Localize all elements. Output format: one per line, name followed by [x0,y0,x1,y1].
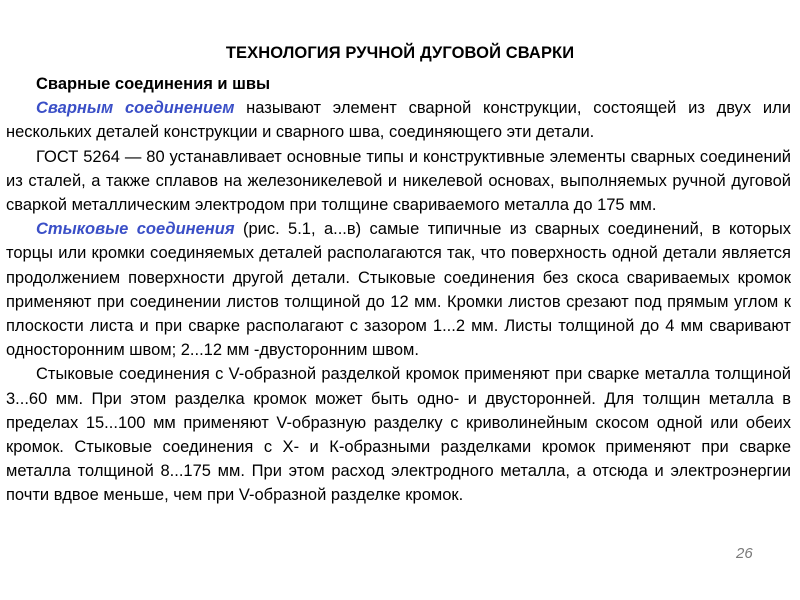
paragraph-3 [6,217,791,362]
term-butt-joints: Стыковые соединения [36,220,235,239]
paragraph-1 [6,96,791,144]
paragraph-text: называют элемент сварной конструкции, состоящей из двух или нескольких деталей конструкции и сварного шва, соединяющего эти детали. [6,99,791,142]
paragraph-2 [6,145,791,218]
page-number: 26 [736,545,753,562]
paragraph-4 [6,362,791,507]
section-subtitle: Сварные соединения и швы [36,75,271,93]
paragraph-text: (рис. 5.1, а...в) самые типичные из сварных соединений, в которых торцы или кромки соединяемых деталей располагаются так, что поверхность одной детали является продолжением поверхности другой детали. Стыковые соединения без скоса свариваемых кромок применяют при соединении листов толщиной до 12 мм. Кромки листов срезают под прямым углом к плоскости листа и при сварке располагают с зазором 1...2 мм. Листы толщиной до 4 мм сваривают односторонним швом; 2...12 мм -двусторонним швом. [6,220,791,360]
page-title: ТЕХНОЛОГИЯ РУЧНОЙ ДУГОВОЙ СВАРКИ [225,44,575,62]
subtitle-paragraph [6,72,791,96]
paragraph-text: ГОСТ 5264 — 80 устанавливает основные типы и конструктивные элементы сварных соединений из сталей, а также сплавов на железоникелевой и никелевой основах, выполняемых ручной дуговой сваркой металлическим электродом при толщине свариваемого металла до 175 мм. [6,147,791,215]
paragraph-text: Стыковые соединения с V-образной разделкой кромок применяют при сварке металла толщиной 3...60 мм. При этом разделка кромок может быть одно- и двусторонней. Для толщин металла в пределах 15...100 мм применяют V-образную разделку с криволинейным скосом одной или обеих кромок. Стыковые соединения с X- и К-образными разделками кромок применяют при сварке металла толщиной 8...175 мм. При этом расход электродного металла, а отсюда и электроэнергии почти вдвое меньше, чем при V-образной разделке кромок. [6,365,791,505]
body-text [6,72,791,508]
term-welded-joint: Сварным соединением [36,99,235,118]
